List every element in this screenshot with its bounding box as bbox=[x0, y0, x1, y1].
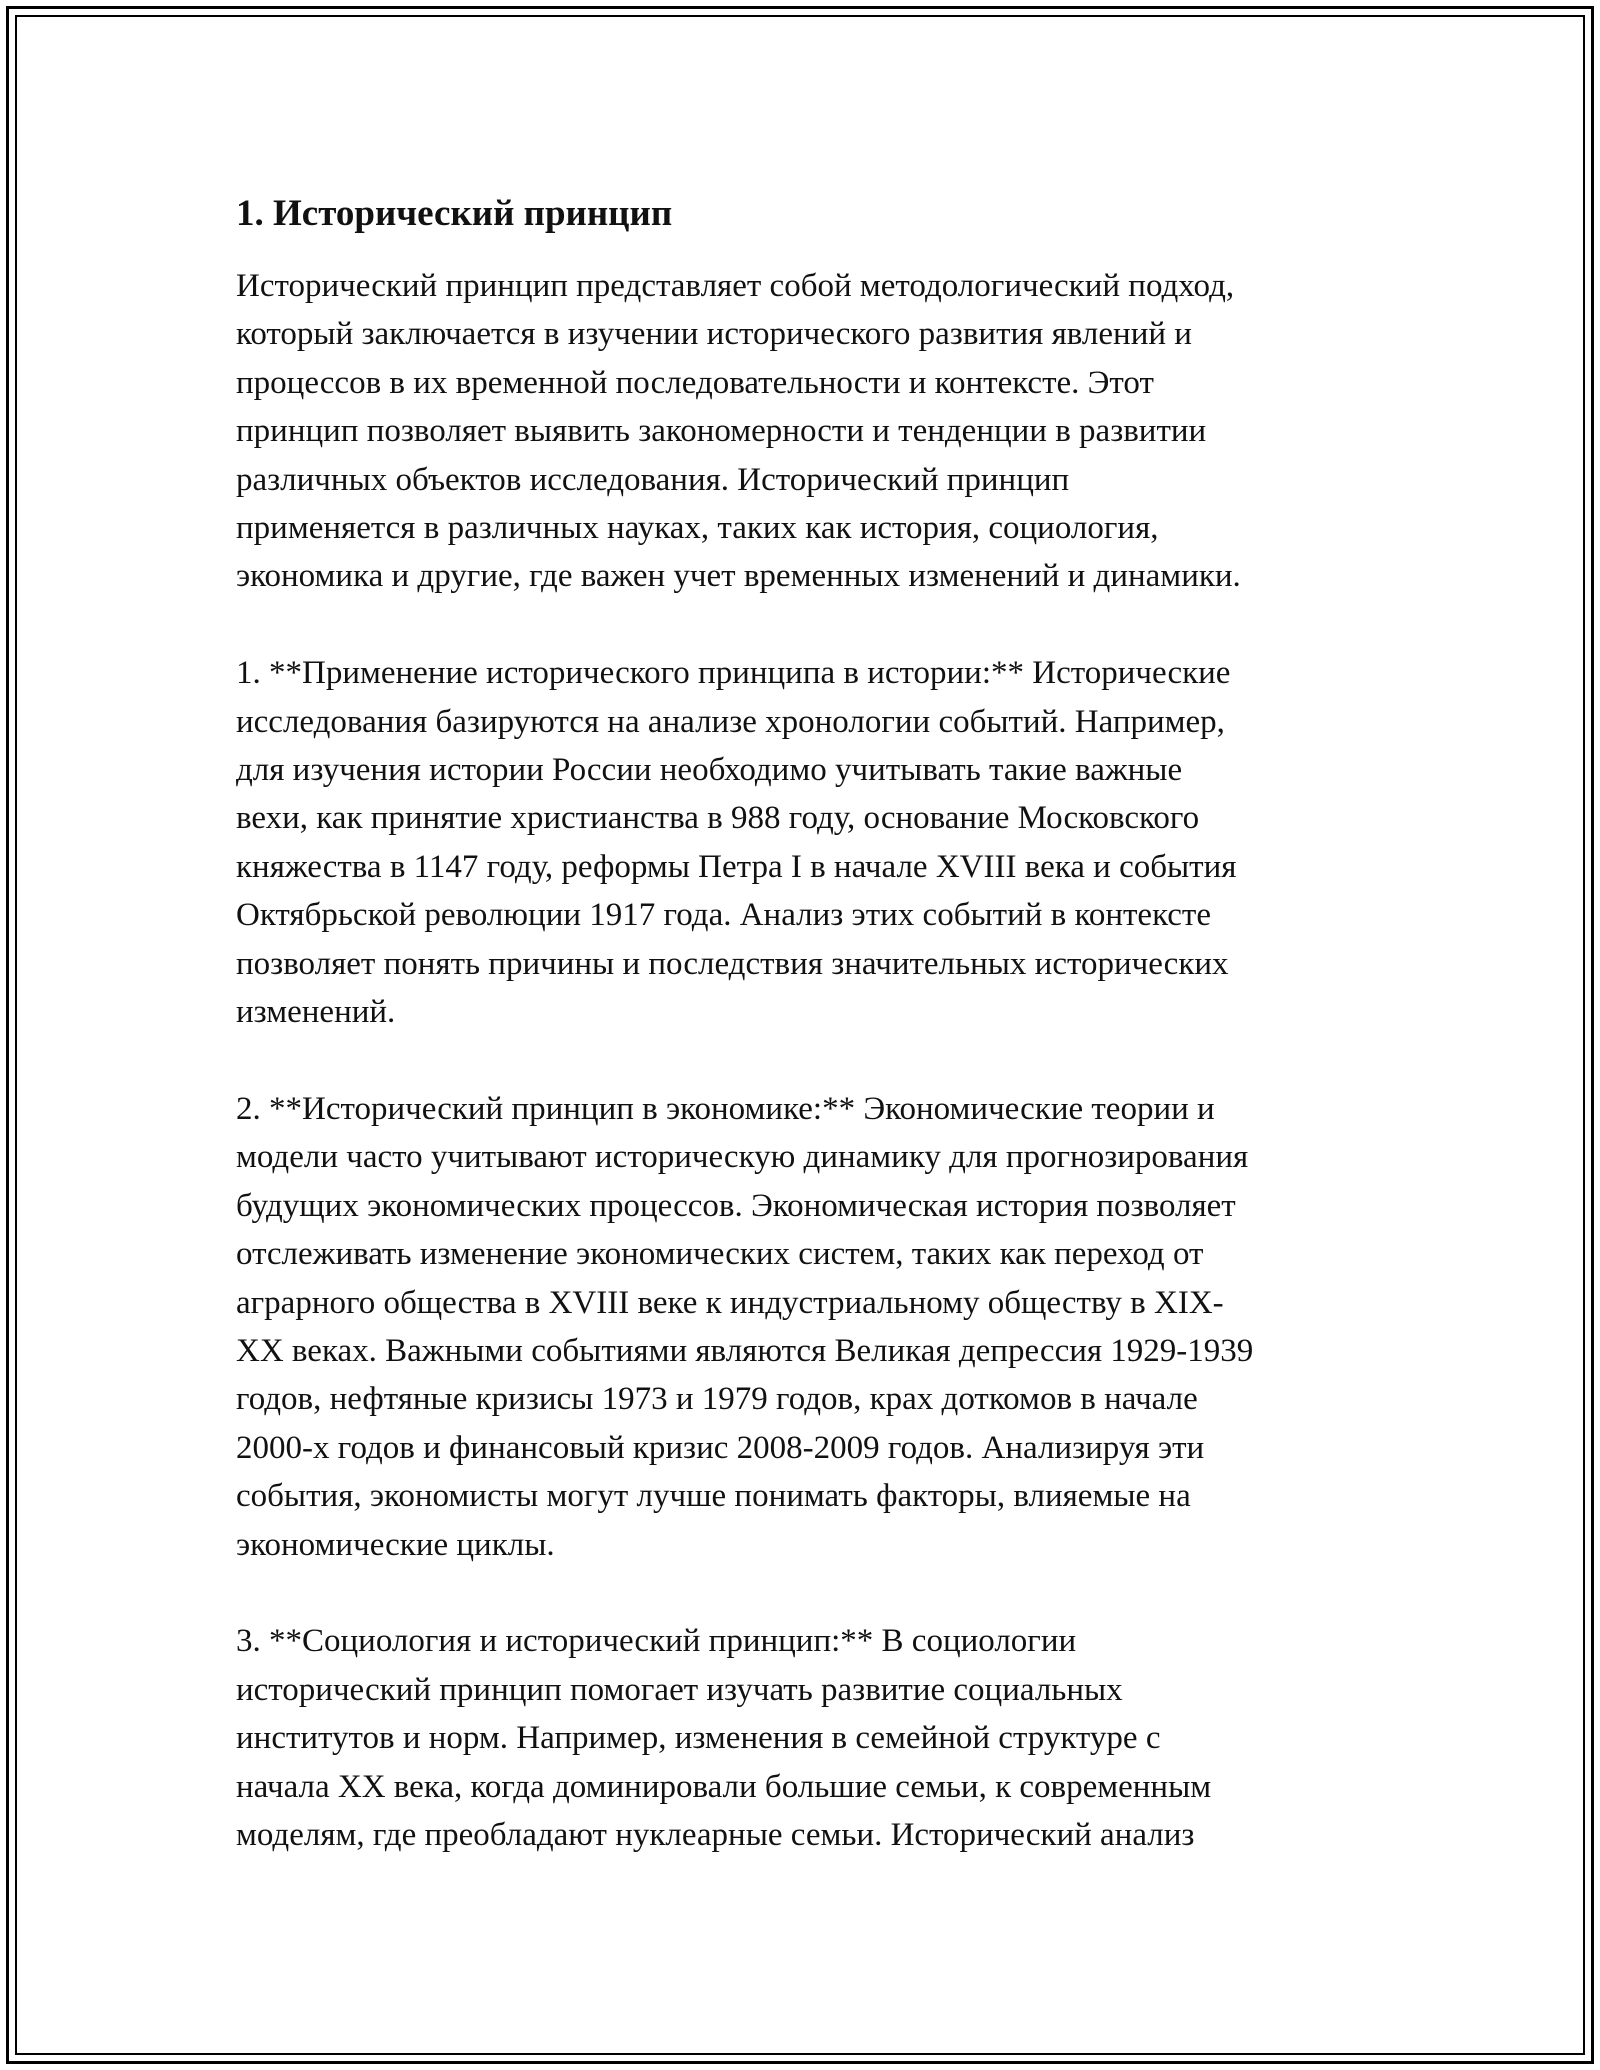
text-line: применяется в различных науках, таких как история, социология, bbox=[236, 510, 1159, 547]
text-line: для изучения истории России необходимо учитывать такие важные bbox=[236, 752, 1183, 789]
text-line: Октябрьской революции 1917 года. Анализ этих событий в контексте bbox=[236, 897, 1211, 934]
text-line: моделям, где преобладают нуклеарные семьи. Исторический анализ bbox=[236, 1816, 1195, 1853]
paragraph-sociology bbox=[236, 1617, 1386, 1859]
paragraph-intro bbox=[236, 262, 1386, 601]
text-line: который заключается в изучении исторического развития явлений и bbox=[236, 316, 1192, 353]
text-line: процессов в их временной последовательности и контексте. Этот bbox=[236, 364, 1154, 401]
text-line: будущих экономических процессов. Экономическая история позволяет bbox=[236, 1187, 1236, 1224]
document-body bbox=[236, 190, 1386, 1908]
text-line: 2000-х годов и финансовый кризис 2008-2009 годов. Анализируя эти bbox=[236, 1429, 1205, 1466]
section-heading: 1. Исторический принцип bbox=[236, 193, 673, 234]
paragraph-economics bbox=[236, 1085, 1386, 1569]
text-line: XX веках. Важными событиями являются Великая депрессия 1929-1939 bbox=[236, 1332, 1254, 1369]
text-line: изменений. bbox=[236, 994, 396, 1031]
text-line: экономика и другие, где важен учет временных изменений и динамики. bbox=[236, 558, 1241, 595]
text-line: экономические циклы. bbox=[236, 1526, 555, 1563]
text-line: институтов и норм. Например, изменения в семейной структуре с bbox=[236, 1720, 1161, 1757]
text-line: аграрного общества в XVIII веке к индустриальному обществу в XIX- bbox=[236, 1284, 1224, 1321]
text-line: исторический принцип помогает изучать развитие социальных bbox=[236, 1671, 1123, 1708]
text-line: 2. **Исторический принцип в экономике:** Экономические теории и bbox=[236, 1090, 1215, 1127]
paragraph-history bbox=[236, 649, 1386, 1036]
text-line: 1. **Применение исторического принципа в истории:** Исторические bbox=[236, 655, 1231, 692]
text-line: позволяет понять причины и последствия значительных исторических bbox=[236, 945, 1229, 982]
text-line: различных объектов исследования. Исторический принцип bbox=[236, 461, 1070, 498]
text-line: княжества в 1147 году, реформы Петра I в начале XVIII века и события bbox=[236, 848, 1237, 885]
text-line: 3. **Социология и исторический принцип:** В социологии bbox=[236, 1623, 1077, 1660]
text-line: отслеживать изменение экономических систем, таких как переход от bbox=[236, 1236, 1204, 1273]
text-line: модели часто учитывают историческую динамику для прогнозирования bbox=[236, 1139, 1249, 1176]
text-line: годов, нефтяные кризисы 1973 и 1979 годов, крах доткомов в начале bbox=[236, 1381, 1198, 1418]
text-line: принцип позволяет выявить закономерности и тенденции в развитии bbox=[236, 413, 1207, 450]
text-line: исследования базируются на анализе хронологии событий. Например, bbox=[236, 703, 1225, 740]
text-line: вехи, как принятие христианства в 988 году, основание Московского bbox=[236, 800, 1200, 837]
text-line: события, экономисты могут лучше понимать факторы, влияемые на bbox=[236, 1478, 1191, 1515]
text-line: начала XX века, когда доминировали большие семьи, к современным bbox=[236, 1768, 1212, 1805]
text-line: Исторический принцип представляет собой методологический подход, bbox=[236, 268, 1235, 304]
